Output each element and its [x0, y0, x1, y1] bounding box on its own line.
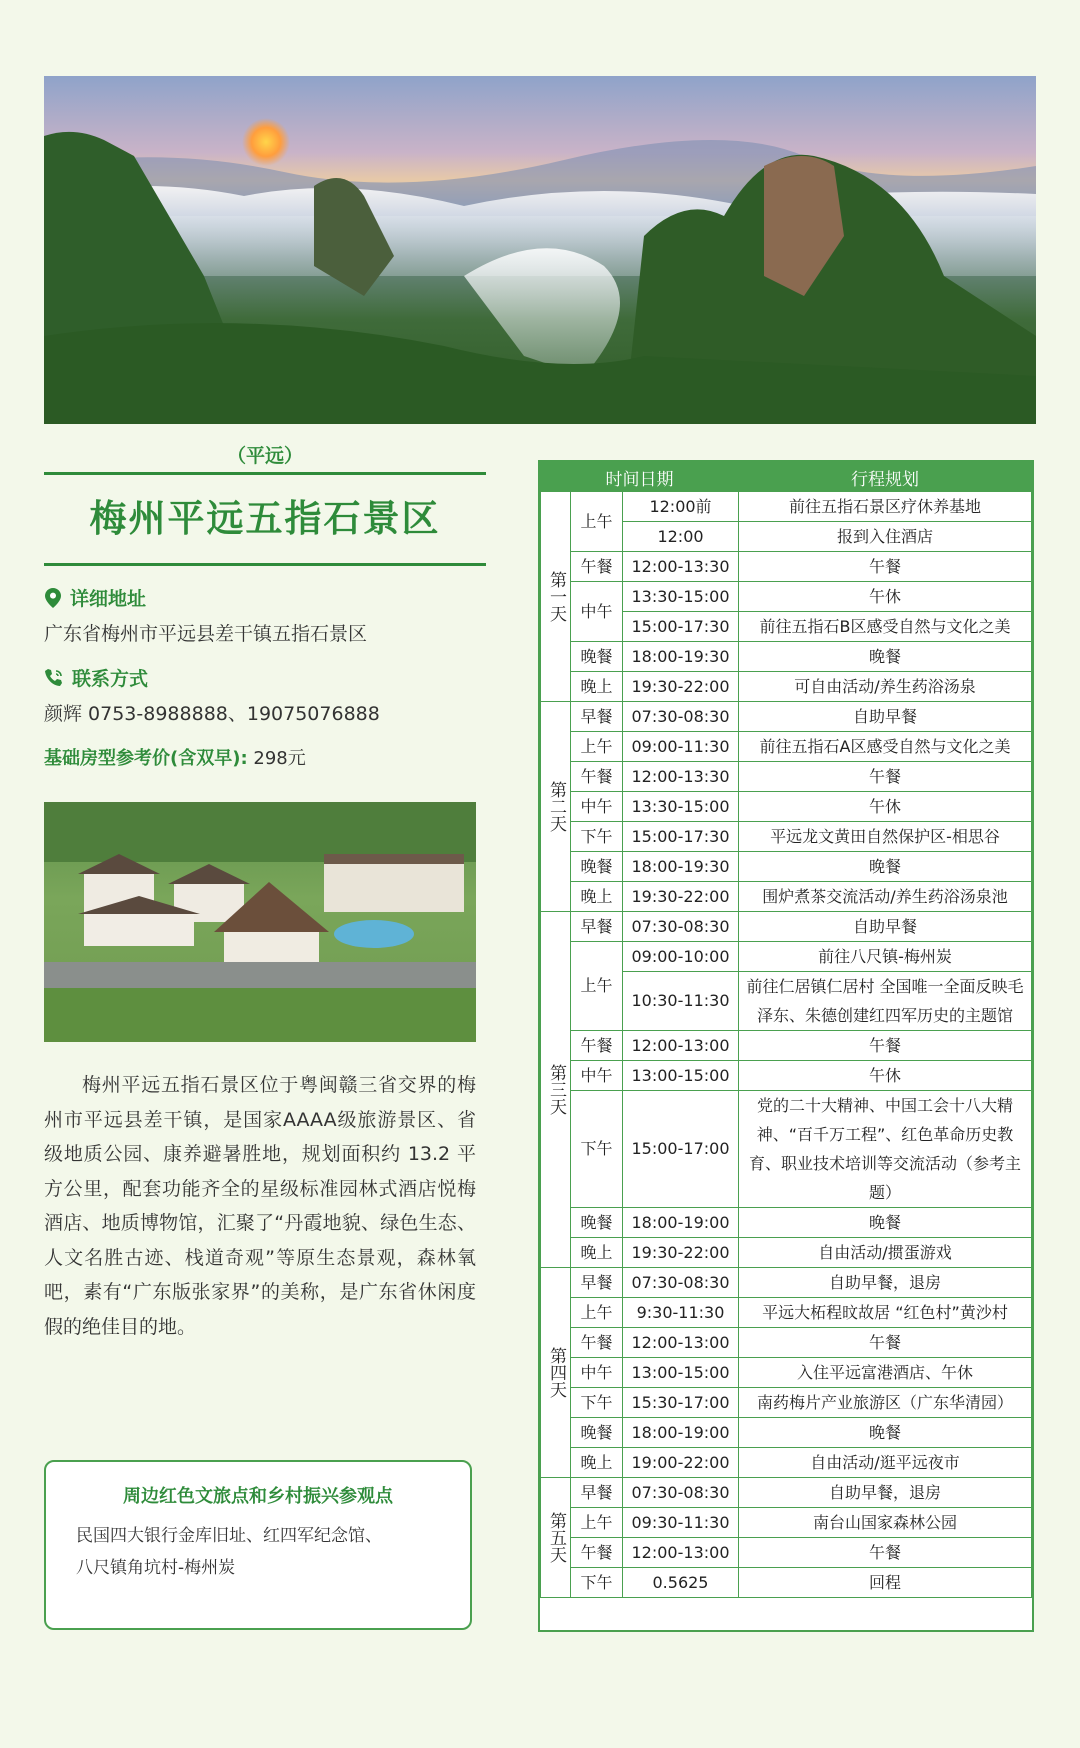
table-header-row: [541, 463, 1032, 492]
plan-cell: 前往五指石B区感受自然与文化之美: [739, 612, 1032, 642]
period-cell: 早餐: [571, 1478, 623, 1508]
nearby-line: 民国四大银行金库旧址、红四军纪念馆、: [76, 1526, 382, 1546]
period-cell: 晚上: [571, 1238, 623, 1268]
plan-cell: 南台山国家森林公园: [739, 1508, 1032, 1538]
plan-cell: 晚餐: [739, 1208, 1032, 1238]
time-cell: 12:00-13:00: [623, 1328, 739, 1358]
plan-cell: 自由活动/逛平远夜市: [739, 1448, 1032, 1478]
period-cell: 上午: [571, 942, 623, 1031]
table-row: [541, 492, 1032, 522]
description: [44, 1068, 476, 1344]
scenic-info: [44, 440, 486, 770]
nearby-title: 周边红色文旅点和乡村振兴参观点: [123, 1486, 393, 1507]
table-row: [541, 1298, 1032, 1328]
table-row: [541, 702, 1032, 732]
period-cell: 早餐: [571, 912, 623, 942]
period-cell: 午餐: [571, 1328, 623, 1358]
plan-cell: 前往八尺镇-梅州炭: [739, 942, 1032, 972]
schedule-table: [538, 460, 1034, 1632]
table-row: [541, 1091, 1032, 1208]
plan-cell: 午餐: [739, 762, 1032, 792]
nearby-line: 八尺镇角坑村-梅州炭: [76, 1558, 236, 1578]
period-cell: 下午: [571, 1388, 623, 1418]
period-cell: 晚上: [571, 882, 623, 912]
table-row: [541, 1208, 1032, 1238]
time-cell: 12:00-13:30: [623, 552, 739, 582]
table-row: [541, 912, 1032, 942]
period-cell: 晚餐: [571, 1208, 623, 1238]
plan-cell: 午休: [739, 582, 1032, 612]
time-cell: 19:30-22:00: [623, 1238, 739, 1268]
header-plan: 行程规划: [739, 463, 1032, 492]
period-cell: 上午: [571, 492, 623, 552]
price-line: [44, 744, 486, 770]
table-row: [541, 942, 1032, 972]
plan-cell: 前往五指石A区感受自然与文化之美: [739, 732, 1032, 762]
period-cell: 晚上: [571, 1448, 623, 1478]
period-cell: 晚餐: [571, 852, 623, 882]
table-row: [541, 1238, 1032, 1268]
plan-cell: 午休: [739, 792, 1032, 822]
time-cell: 09:30-11:30: [623, 1508, 739, 1538]
plan-cell: 午餐: [739, 1328, 1032, 1358]
description-text: 梅州平远五指石景区位于粤闽赣三省交界的梅州市平远县差干镇，是国家AAAA级旅游景区、省级地质公园、康养避暑胜地，规划面积约 13.2 平方公里，配套功能齐全的星级标准园林式酒店悦梅酒店、地质博物馆，汇聚了“丹霞地貌、绿色生态、人文名胜古迹、栈道奇观”等原生态景观，森林氧吧，素有“广东版张家界”的美称，是广东省休闲度假的绝佳目的地。: [44, 1074, 476, 1338]
period-cell: 晚餐: [571, 1418, 623, 1448]
time-cell: 18:00-19:00: [623, 1418, 739, 1448]
table-row: [541, 792, 1032, 822]
table-row: [541, 582, 1032, 612]
plan-cell: 自助早餐，退房: [739, 1478, 1032, 1508]
time-cell: 15:00-17:00: [623, 1091, 739, 1208]
time-cell: 18:00-19:30: [623, 642, 739, 672]
time-cell: 9:30-11:30: [623, 1298, 739, 1328]
time-cell: 19:00-22:00: [623, 1448, 739, 1478]
table-row: [541, 642, 1032, 672]
period-cell: 中午: [571, 582, 623, 642]
page-title: 梅州平远五指石景区: [89, 497, 441, 540]
day-label: 第一天: [541, 492, 571, 702]
table-row: [541, 1478, 1032, 1508]
price-label: 基础房型参考价(含双早):: [44, 748, 248, 769]
plan-cell: 围炉煮茶交流活动/养生药浴汤泉池: [739, 882, 1032, 912]
period-cell: 午餐: [571, 762, 623, 792]
plan-cell: 晚餐: [739, 642, 1032, 672]
table-row: [541, 672, 1032, 702]
table-row: [541, 1328, 1032, 1358]
period-cell: 下午: [571, 822, 623, 852]
time-cell: 0.5625: [623, 1568, 739, 1598]
period-cell: 中午: [571, 1358, 623, 1388]
price-value: 298元: [253, 748, 306, 769]
plan-cell: 前往五指石景区疗休养基地: [739, 492, 1032, 522]
table-row: [541, 1388, 1032, 1418]
nearby-box: [44, 1460, 472, 1630]
period-cell: 上午: [571, 1508, 623, 1538]
time-cell: 15:00-17:30: [623, 822, 739, 852]
time-cell: 12:00: [623, 522, 739, 552]
contact-label-text: 联系方式: [72, 668, 149, 690]
table-row: [541, 882, 1032, 912]
nearby-text: [76, 1520, 470, 1584]
header-time: 时间日期: [541, 463, 739, 492]
time-cell: 18:00-19:00: [623, 1208, 739, 1238]
time-cell: 12:00-13:00: [623, 1031, 739, 1061]
time-cell: 19:30-22:00: [623, 672, 739, 702]
plan-cell: 自助早餐，退房: [739, 1268, 1032, 1298]
table-row: [541, 1061, 1032, 1091]
table-row: [541, 1358, 1032, 1388]
plan-cell: 平远大柘程旼故居 “红色村”黄沙村: [739, 1298, 1032, 1328]
time-cell: 15:30-17:00: [623, 1388, 739, 1418]
table-row: [541, 852, 1032, 882]
time-cell: 13:30-15:00: [623, 582, 739, 612]
location-pin-icon: [44, 587, 62, 609]
hero-landscape-image: [44, 76, 1036, 424]
table-row: [541, 732, 1032, 762]
table-row: [541, 552, 1032, 582]
period-cell: 晚餐: [571, 642, 623, 672]
plan-cell: 自助早餐: [739, 912, 1032, 942]
contact-label: [44, 664, 486, 691]
region-label: （平远）: [226, 445, 303, 467]
address-label-text: 详细地址: [70, 588, 147, 610]
plan-cell: 晚餐: [739, 1418, 1032, 1448]
time-cell: 12:00-13:00: [623, 1538, 739, 1568]
day-label: 第四天: [541, 1268, 571, 1478]
plan-cell: 回程: [739, 1568, 1032, 1598]
period-cell: 下午: [571, 1091, 623, 1208]
plan-cell: 党的二十大精神、中国工会十八大精神、“百千万工程”、红色革命历史教育、职业技术培训等交流活动（参考主题）: [739, 1091, 1032, 1208]
time-cell: 12:00-13:30: [623, 762, 739, 792]
plan-cell: 前往仁居镇仁居村 全国唯一全面反映毛泽东、朱德创建红四军历史的主题馆: [739, 972, 1032, 1031]
period-cell: 中午: [571, 792, 623, 822]
time-cell: 07:30-08:30: [623, 1268, 739, 1298]
plan-cell: 入住平远富港酒店、午休: [739, 1358, 1032, 1388]
day-label: 第二天: [541, 702, 571, 912]
period-cell: 早餐: [571, 702, 623, 732]
contact-value: 颜辉 0753-8988888、19075076888: [44, 703, 380, 725]
address-value: 广东省梅州市平远县差干镇五指石景区: [44, 623, 368, 645]
time-cell: 12:00前: [623, 492, 739, 522]
time-cell: 15:00-17:30: [623, 612, 739, 642]
plan-cell: 晚餐: [739, 852, 1032, 882]
time-cell: 09:00-10:00: [623, 942, 739, 972]
plan-cell: 平远龙文黄田自然保护区-相思谷: [739, 822, 1032, 852]
period-cell: 午餐: [571, 552, 623, 582]
period-cell: 下午: [571, 1568, 623, 1598]
time-cell: 07:30-08:30: [623, 912, 739, 942]
time-cell: 09:00-11:30: [623, 732, 739, 762]
plan-cell: 午餐: [739, 552, 1032, 582]
time-cell: 13:30-15:00: [623, 792, 739, 822]
table-row: [541, 1568, 1032, 1598]
period-cell: 上午: [571, 1298, 623, 1328]
time-cell: 13:00-15:00: [623, 1061, 739, 1091]
period-cell: 午餐: [571, 1031, 623, 1061]
time-cell: 07:30-08:30: [623, 1478, 739, 1508]
table-row: [541, 1031, 1032, 1061]
plan-cell: 可自由活动/养生药浴汤泉: [739, 672, 1032, 702]
plan-cell: 南药梅片产业旅游区（广东华清园）: [739, 1388, 1032, 1418]
plan-cell: 午休: [739, 1061, 1032, 1091]
plan-cell: 午餐: [739, 1538, 1032, 1568]
day-label: 第三天: [541, 912, 571, 1268]
table-row: [541, 822, 1032, 852]
phone-icon: [44, 668, 64, 688]
table-row: [541, 1508, 1032, 1538]
time-cell: 10:30-11:30: [623, 972, 739, 1031]
period-cell: 早餐: [571, 1268, 623, 1298]
plan-cell: 报到入住酒店: [739, 522, 1032, 552]
table-row: [541, 1418, 1032, 1448]
table-row: [541, 1448, 1032, 1478]
address-label: [44, 584, 486, 611]
table-row: [541, 762, 1032, 792]
time-cell: 13:00-15:00: [623, 1358, 739, 1388]
plan-cell: 自由活动/掼蛋游戏: [739, 1238, 1032, 1268]
time-cell: 07:30-08:30: [623, 702, 739, 732]
day-label: 第五天: [541, 1478, 571, 1598]
plan-cell: 午餐: [739, 1031, 1032, 1061]
period-cell: 上午: [571, 732, 623, 762]
divider: [44, 563, 486, 566]
plan-cell: 自助早餐: [739, 702, 1032, 732]
time-cell: 18:00-19:30: [623, 852, 739, 882]
table-row: [541, 1538, 1032, 1568]
period-cell: 午餐: [571, 1538, 623, 1568]
time-cell: 19:30-22:00: [623, 882, 739, 912]
period-cell: 晚上: [571, 672, 623, 702]
resort-photo: [44, 802, 476, 1042]
table-row: [541, 1268, 1032, 1298]
period-cell: 中午: [571, 1061, 623, 1091]
